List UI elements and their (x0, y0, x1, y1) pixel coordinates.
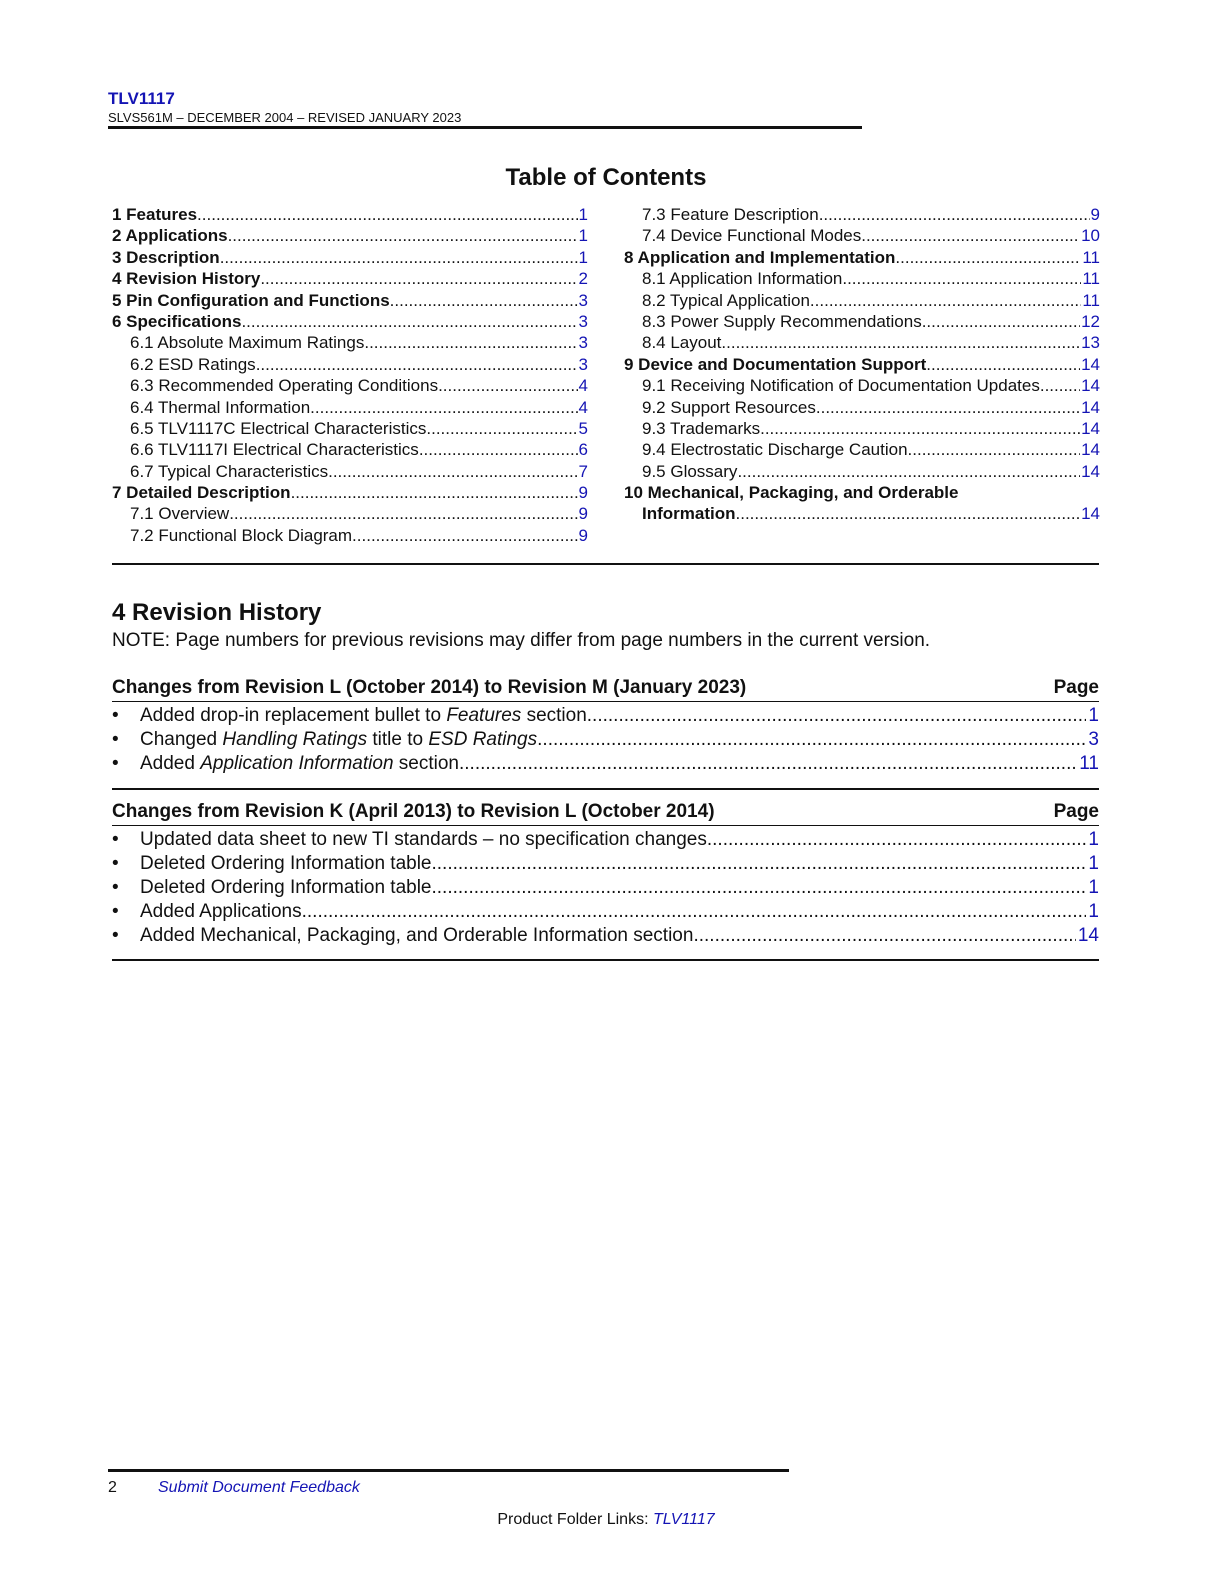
revision-group-title: Changes from Revision L (October 2014) to Revision M (January 2023) (112, 677, 747, 698)
toc-entry-label: 9.2 Support Resources (642, 397, 816, 417)
page-column-label: Page (1053, 801, 1099, 822)
toc-dot-leader (291, 482, 578, 503)
submit-feedback-link[interactable]: Submit Document Feedback (158, 1479, 360, 1496)
toc-entry-page-link[interactable]: 14 (1081, 461, 1100, 481)
toc-dot-leader (197, 204, 577, 225)
toc-entry-label: 9.3 Trademarks (642, 418, 761, 438)
toc-dot-leader (721, 332, 1080, 353)
revision-history-title: 4 Revision History (112, 599, 322, 626)
toc-entry[interactable] (624, 311, 1100, 332)
toc-entry-label: 7.2 Functional Block Diagram (130, 525, 353, 545)
toc-dot-leader (419, 439, 578, 460)
toc-entry-label: 6.4 Thermal Information (130, 397, 311, 417)
toc-dot-leader (810, 290, 1081, 311)
change-page-link[interactable]: 1 (1088, 901, 1099, 922)
toc-entry[interactable] (112, 290, 588, 311)
toc-entry-page-link[interactable]: 9 (1090, 205, 1100, 224)
revision-change-text: Added Mechanical, Packaging, and Orderable Information section (140, 925, 694, 946)
toc-entry[interactable] (624, 225, 1100, 246)
bullet-icon: • (112, 925, 119, 946)
toc-dot-leader (736, 503, 1081, 524)
revision-change-item (112, 900, 1099, 924)
toc-entry[interactable] (112, 482, 588, 503)
toc-dot-leader (922, 311, 1080, 332)
toc-entry[interactable] (624, 332, 1100, 353)
product-folder-label: Product Folder Links: (497, 1511, 653, 1528)
revision-change-list (112, 828, 1099, 948)
change-dot-leader (712, 828, 1086, 852)
revision-group-heading (112, 677, 1099, 699)
revision-change-item (112, 828, 1099, 852)
toc-entry-page-link[interactable]: 12 (1081, 311, 1100, 331)
toc-entry-label: 7 Detailed Description (112, 483, 291, 503)
change-dot-leader (459, 752, 1077, 776)
toc-entry-page-link[interactable]: 14 (1081, 376, 1100, 396)
bullet-icon: • (112, 853, 119, 874)
header-part-number-link[interactable]: TLV1117 (108, 89, 175, 108)
header-rule (108, 126, 862, 129)
toc-dot-leader (926, 354, 1080, 375)
toc-dot-leader (760, 418, 1080, 439)
change-page-link[interactable]: 1 (1088, 853, 1099, 874)
toc-entry[interactable] (112, 439, 588, 460)
toc-column-right (624, 204, 1100, 525)
toc-entry-page-link[interactable]: 13 (1081, 333, 1100, 353)
toc-entry[interactable] (112, 525, 588, 546)
toc-entry-page-link[interactable]: 14 (1081, 504, 1100, 524)
toc-entry-page-link[interactable]: 6 (578, 440, 588, 460)
toc-dot-leader (310, 397, 577, 418)
toc-entry[interactable] (624, 204, 1100, 225)
toc-entry[interactable] (112, 225, 588, 246)
group-bottom-rule (112, 788, 1099, 790)
toc-entry[interactable] (112, 268, 588, 289)
toc-entry-page-link[interactable]: 9 (578, 525, 588, 545)
toc-dot-leader (895, 247, 1081, 268)
toc-entry-label: 1 Features (112, 205, 198, 224)
toc-entry[interactable] (112, 247, 588, 268)
toc-title: Table of Contents (505, 164, 707, 191)
toc-dot-leader (819, 204, 1090, 225)
bullet-icon: • (112, 829, 119, 850)
toc-entry-page-link[interactable]: 5 (578, 418, 588, 438)
change-page-link[interactable]: 1 (1088, 705, 1099, 726)
toc-entry-label: 5 Pin Configuration and Functions (112, 290, 390, 310)
toc-entry-label: 6.7 Typical Characteristics (130, 461, 329, 481)
footer-page-number: 2 (108, 1479, 117, 1496)
toc-entry-page-link[interactable]: 7 (578, 461, 588, 481)
revision-change-item (112, 876, 1099, 900)
toc-entry-page-link[interactable]: 1 (578, 205, 588, 224)
toc-entry[interactable] (112, 332, 588, 353)
group-heading-rule (112, 701, 1099, 702)
revision-change-item (112, 728, 1099, 752)
change-page-link[interactable]: 14 (1077, 925, 1099, 946)
change-dot-leader (302, 900, 1087, 924)
change-dot-leader (537, 728, 1086, 752)
bullet-icon: • (112, 753, 119, 774)
toc-entry[interactable] (624, 461, 1100, 482)
page-column-label: Page (1053, 677, 1099, 698)
toc-entry-page-link[interactable]: 11 (1082, 290, 1100, 310)
product-folder-link[interactable]: TLV1117 (652, 1511, 715, 1528)
change-page-link[interactable]: 3 (1088, 729, 1099, 750)
toc-column-left (112, 204, 588, 546)
revision-change-list (112, 704, 1099, 776)
toc-entry[interactable] (112, 375, 588, 396)
toc-entry-page-link[interactable]: 10 (1081, 226, 1100, 246)
toc-dot-leader (220, 247, 578, 268)
toc-dot-leader (390, 290, 578, 311)
toc-entry-page-link[interactable]: 3 (578, 333, 588, 353)
revision-change-item (112, 704, 1099, 728)
toc-dot-leader (426, 418, 577, 439)
toc-entry-label: 8.3 Power Supply Recommendations (642, 311, 922, 331)
toc-entry[interactable] (624, 268, 1100, 289)
toc-entry[interactable] (112, 354, 588, 375)
toc-entry-label: 6.1 Absolute Maximum Ratings (130, 333, 365, 353)
toc-dot-leader (241, 311, 577, 332)
toc-entry[interactable] (624, 290, 1100, 311)
toc-entry-label: 8.4 Layout (642, 333, 722, 353)
toc-entry-page-link[interactable]: 4 (578, 376, 588, 396)
toc-entry-page-link[interactable]: 14 (1081, 440, 1100, 460)
toc-entry-label: 9.1 Receiving Notification of Documentation Updates (642, 376, 1040, 396)
toc-entry[interactable] (624, 397, 1100, 418)
toc-entry[interactable] (112, 461, 588, 482)
change-dot-leader (693, 924, 1075, 948)
toc-dot-leader (364, 332, 577, 353)
toc-entry-label: 4 Revision History (112, 269, 261, 289)
toc-entry-label: 8.2 Typical Application (642, 290, 810, 310)
revision-change-item (112, 924, 1099, 948)
product-folder-links (0, 1511, 1212, 1529)
toc-entry-label: 9.5 Glossary (642, 461, 738, 481)
toc-dot-leader (908, 439, 1081, 460)
toc-entry[interactable] (624, 375, 1100, 396)
toc-entry-label: 8.1 Application Information (642, 269, 843, 289)
toc-entry-page-link[interactable]: 11 (1082, 269, 1100, 289)
toc-entry-label: 7.3 Feature Description (642, 205, 819, 224)
bullet-icon: • (112, 901, 119, 922)
toc-dot-leader (229, 503, 577, 524)
revision-group-heading (112, 801, 1099, 823)
revision-change-item (112, 852, 1099, 876)
header-literature-number: SLVS561M – DECEMBER 2004 – REVISED JANUARY 2023 (108, 110, 462, 125)
revision-history-note: NOTE: Page numbers for previous revisions may differ from page numbers in the current version. (112, 630, 931, 651)
toc-entry[interactable] (624, 503, 1100, 524)
toc-entry[interactable] (112, 418, 588, 439)
toc-entry-label: 9 Device and Documentation Support (624, 354, 927, 374)
toc-entry-label: 6.3 Recommended Operating Conditions (130, 376, 439, 396)
change-page-link[interactable]: 1 (1088, 877, 1099, 898)
toc-entry-page-link[interactable]: 14 (1081, 354, 1100, 374)
toc-entry-label: 10 Mechanical, Packaging, and Orderable (624, 483, 959, 503)
revision-change-text: Updated data sheet to new TI standards – no specification changes. (140, 829, 713, 850)
toc-entry[interactable] (112, 503, 588, 524)
toc-entry[interactable] (112, 311, 588, 332)
toc-dot-leader (228, 225, 578, 246)
toc-entry-page-link[interactable]: 11 (1082, 247, 1100, 267)
toc-entry-page-link[interactable]: 3 (578, 311, 588, 331)
revision-change-text: Added Applications (140, 901, 302, 922)
toc-entry[interactable] (624, 482, 1100, 503)
revision-change-item (112, 752, 1099, 776)
toc-dot-leader (737, 461, 1080, 482)
bullet-icon: • (112, 729, 119, 750)
toc-bottom-rule (112, 563, 1099, 565)
toc-entry-label: 9.4 Electrostatic Discharge Caution (642, 440, 908, 460)
toc-entry[interactable] (112, 397, 588, 418)
toc-dot-leader (438, 375, 577, 396)
toc-entry-page-link[interactable]: 3 (578, 290, 588, 310)
toc-dot-leader (328, 461, 577, 482)
toc-entry-label: 2 Applications (112, 226, 228, 246)
toc-entry-label: 6 Specifications (112, 311, 242, 331)
toc-entry[interactable] (624, 418, 1100, 439)
toc-dot-leader (260, 268, 577, 289)
toc-entry-label: 6.2 ESD Ratings (130, 354, 256, 374)
toc-entry-label: 3 Description (112, 247, 220, 267)
change-page-link[interactable]: 1 (1088, 829, 1099, 850)
group-bottom-rule (112, 959, 1099, 961)
toc-dot-leader (842, 268, 1081, 289)
bullet-icon: • (112, 877, 119, 898)
revision-change-text: Deleted Ordering Information table. (140, 853, 437, 874)
toc-entry-page-link[interactable]: 1 (578, 247, 588, 267)
toc-entry-page-link[interactable]: 4 (578, 397, 588, 417)
group-heading-rule (112, 825, 1099, 826)
toc-entry-label: 7.1 Overview (130, 504, 230, 524)
toc-entry-label: 7.4 Device Functional Modes (642, 226, 862, 246)
toc-entry-page-link[interactable]: 14 (1081, 418, 1100, 438)
bullet-icon: • (112, 705, 119, 726)
toc-entry-page-link[interactable]: 1 (578, 226, 588, 246)
revision-change-text: Added Application Information section (140, 753, 459, 774)
toc-entry-label: 6.5 TLV1117C Electrical Characteristics (130, 418, 427, 438)
toc-entry-page-link[interactable]: 3 (578, 354, 588, 374)
toc-dot-leader (861, 225, 1080, 246)
change-dot-leader (437, 852, 1087, 876)
footer-rule (108, 1469, 789, 1472)
change-dot-leader (437, 876, 1087, 900)
revision-change-text: Added drop-in replacement bullet to Features section (140, 705, 587, 726)
toc-entry[interactable] (624, 354, 1100, 375)
toc-entry-label: 8 Application and Implementation (624, 247, 896, 267)
toc-entry-label: Information (642, 504, 736, 524)
change-page-link[interactable]: 11 (1079, 753, 1099, 774)
toc-entry-page-link[interactable]: 9 (578, 504, 588, 524)
revision-group-title: Changes from Revision K (April 2013) to Revision L (October 2014) (112, 801, 715, 822)
toc-entry-page-link[interactable]: 9 (578, 483, 588, 503)
toc-dot-leader (1040, 375, 1080, 396)
toc-dot-leader (816, 397, 1080, 418)
toc-dot-leader (352, 525, 577, 546)
toc-entry[interactable] (624, 439, 1100, 460)
toc-entry-page-link[interactable]: 2 (578, 269, 588, 289)
toc-entry-label: 6.6 TLV1117I Electrical Characteristics (130, 440, 419, 460)
revision-change-text: Deleted Ordering Information table. (140, 877, 437, 898)
toc-entry[interactable] (624, 247, 1100, 268)
revision-change-text: Changed Handling Ratings title to ESD Ratings (140, 729, 538, 750)
toc-entry-page-link[interactable]: 14 (1081, 397, 1100, 417)
toc-entry[interactable] (112, 204, 588, 225)
change-dot-leader (587, 704, 1087, 728)
toc-dot-leader (256, 354, 578, 375)
